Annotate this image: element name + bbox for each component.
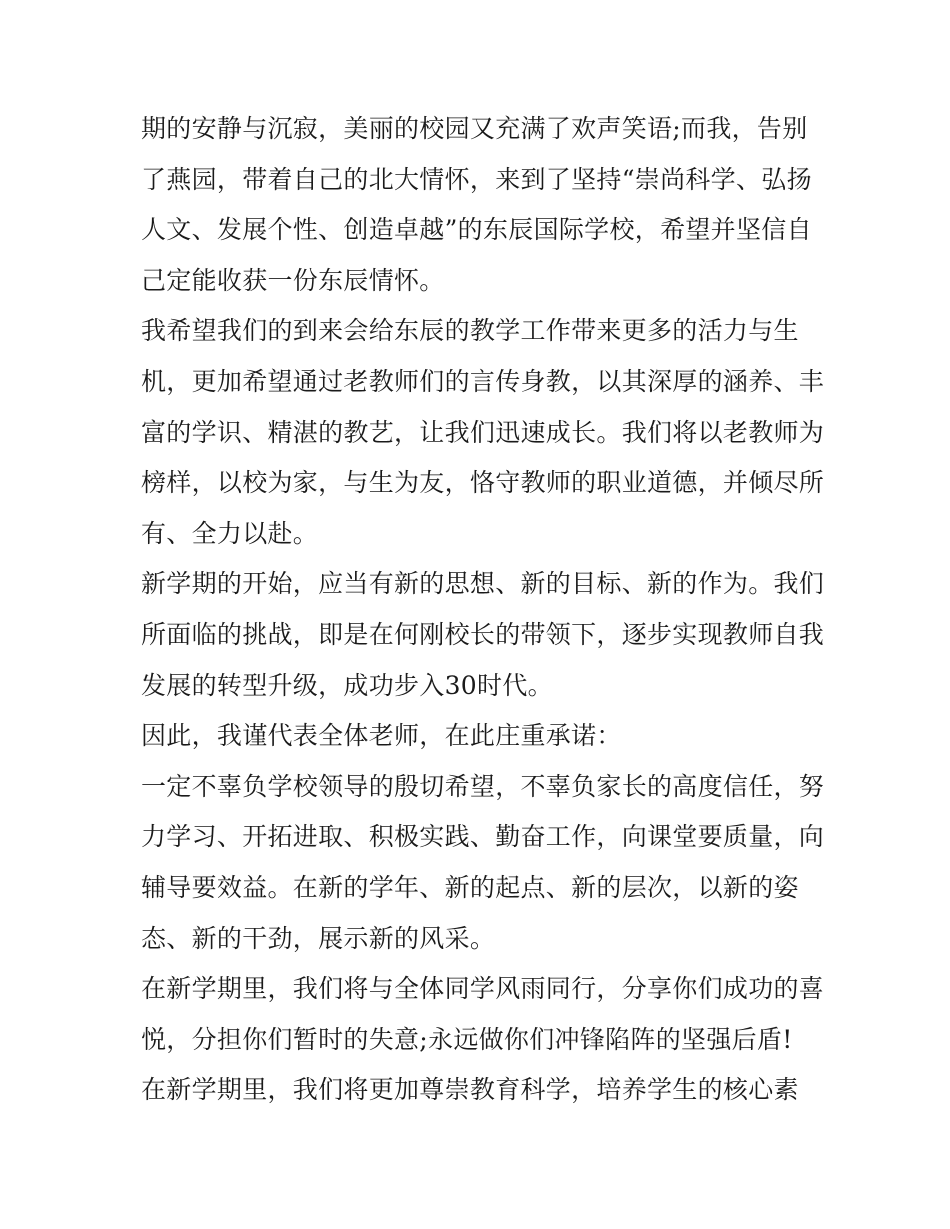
text-line: 在新学期里，我们将与全体同学风雨同行，分享你们成功的喜 xyxy=(141,974,825,1004)
text-line: 一定不辜负学校领导的殷切希望，不辜负家长的高度信任，努 xyxy=(141,771,825,801)
text-line: 我希望我们的到来会给东辰的教学工作带来更多的活力与生 xyxy=(141,316,799,346)
text-line: 了燕园，带着自己的北大情怀，来到了坚持“崇尚科学、弘扬 xyxy=(141,164,812,194)
text-line: 因此，我谨代表全体老师，在此庄重承诺： xyxy=(141,721,622,751)
document-body xyxy=(141,104,825,1116)
text-line: 辅导要效益。在新的学年、新的起点、新的层次，以新的姿 xyxy=(141,872,799,902)
text-line: 态、新的干劲，展示新的风采。 xyxy=(141,923,496,953)
text-line: 机，更加希望通过老教师们的言传身教，以其深厚的涵养、丰 xyxy=(141,366,825,396)
text-line: 有、全力以赴。 xyxy=(141,518,319,548)
text-line: 发展的转型升级，成功步入30时代。 xyxy=(141,670,553,700)
text-line: 富的学识、精湛的教艺，让我们迅速成长。我们将以老教师为 xyxy=(141,417,825,447)
text-line: 榜样，以校为家，与生为友，恪守教师的职业道德，并倾尽所 xyxy=(141,468,825,498)
text-line: 期的安静与沉寂，美丽的校园又充满了欢声笑语;而我，告别 xyxy=(141,114,808,143)
text-line: 力学习、开拓进取、积极实践、勤奋工作，向课堂要质量，向 xyxy=(141,822,825,852)
text-line: 人文、发展个性、创造卓越”的东辰国际学校，希望并坚信自 xyxy=(141,215,812,245)
text-line: 悦，分担你们暂时的失意;永远做你们冲锋陷阵的坚强后盾! xyxy=(141,1024,793,1054)
text-line: 己定能收获一份东辰情怀。 xyxy=(141,265,445,295)
text-line: 在新学期里，我们将更加尊崇教育科学，培养学生的核心素 xyxy=(141,1075,799,1105)
text-line: 所面临的挑战，即是在何刚校长的带领下，逐步实现教师自我 xyxy=(141,619,825,649)
text-line: 新学期的开始，应当有新的思想、新的目标、新的作为。我们 xyxy=(141,569,825,599)
